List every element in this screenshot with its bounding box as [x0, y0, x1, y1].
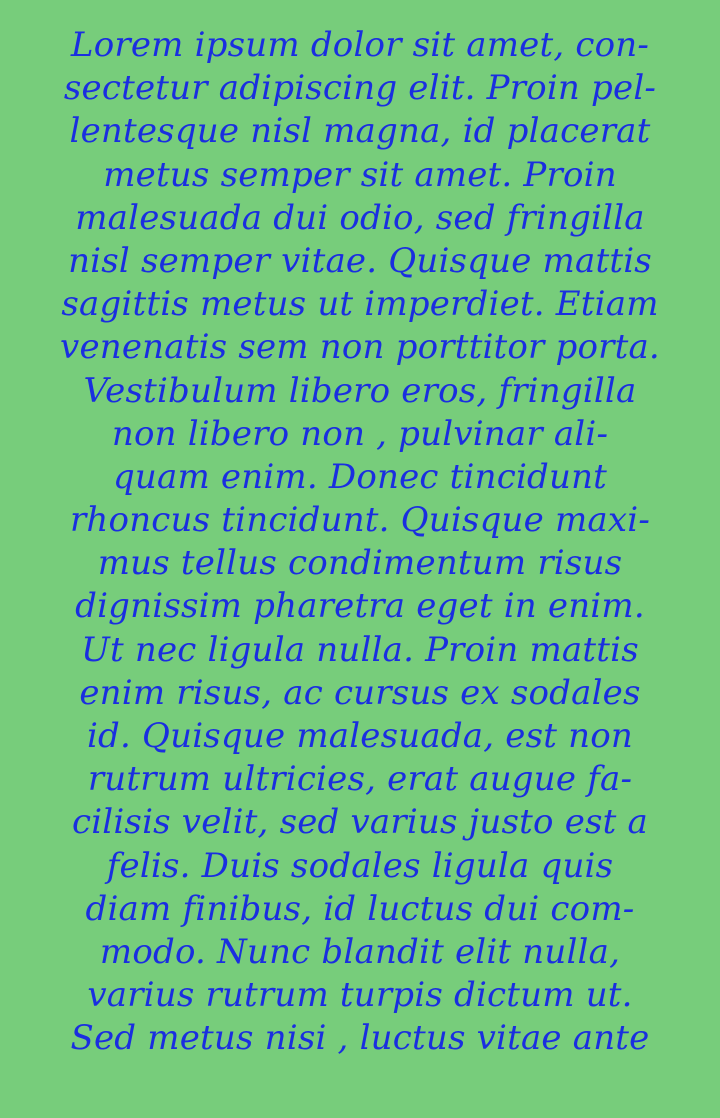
- text-line: modo. Nunc blandit elit nulla,: [99, 931, 621, 972]
- text-line: lentesque nisl magna, id placerat: [69, 111, 651, 152]
- text-line: sectetur adipiscing elit. Proin pel-: [63, 68, 657, 109]
- text-line: Sed metus nisi , luctus vitae ante: [70, 1018, 650, 1059]
- text-line: Lorem ipsum dolor sit amet, con-: [70, 25, 650, 65]
- text-line: Ut nec ligula nulla. Proin mattis: [81, 629, 639, 670]
- text-line: id. Quisque malesuada, est non: [86, 716, 633, 756]
- text-line: rhoncus tincidunt. Quisque maxi-: [69, 500, 651, 541]
- text-line: malesuada dui odio, sed fringilla: [75, 197, 645, 238]
- text-line: sagittis metus ut imperdiet. Etiam: [61, 284, 659, 325]
- text-line: rutrum ultricies, erat augue fa-: [87, 759, 633, 800]
- text-line: non libero non , pulvinar ali-: [111, 413, 609, 454]
- text-line: metus semper sit amet. Proin: [103, 154, 617, 195]
- text-line: enim risus, ac cursus ex sodales: [79, 672, 641, 713]
- paragraph: [20, 24, 700, 1061]
- text-line: felis. Duis sodales ligula quis: [106, 845, 614, 886]
- text-line: cilisis velit, sed varius justo est a: [71, 802, 649, 843]
- text-line: dignissim pharetra eget in enim.: [75, 586, 645, 627]
- text-line: diam finibus, id luctus dui com-: [85, 888, 635, 929]
- text-line: nisl semper vitae. Quisque mattis: [68, 240, 652, 281]
- text-line: mus tellus condimentum risus: [97, 543, 623, 584]
- text-line: varius rutrum turpis dictum ut.: [87, 975, 633, 1016]
- text-line: quam enim. Donec tincidunt: [112, 456, 608, 497]
- text-line: venenatis sem non porttitor porta.: [60, 327, 660, 368]
- text-line: Vestibulum libero eros, fringilla: [83, 370, 637, 411]
